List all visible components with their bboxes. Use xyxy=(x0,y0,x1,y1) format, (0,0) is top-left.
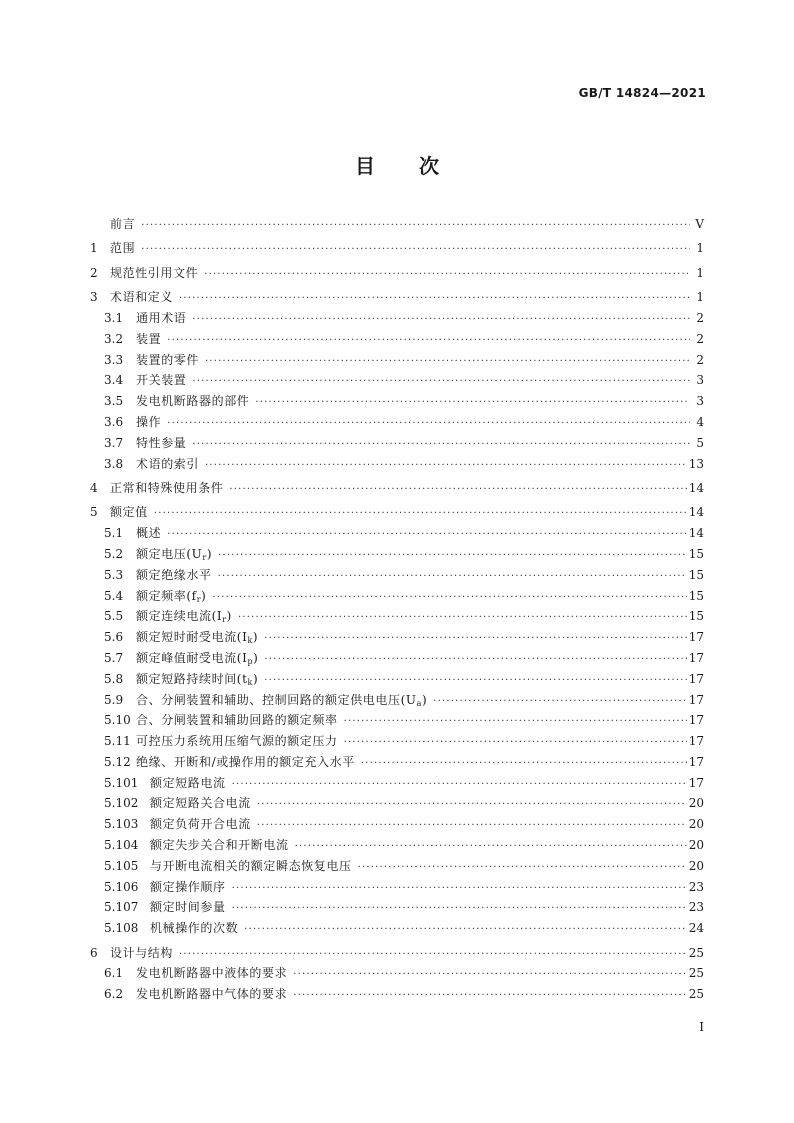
toc-entry-label xyxy=(136,523,161,544)
toc-entry-page: 23 xyxy=(688,900,704,915)
toc-leader-dots xyxy=(212,588,686,609)
toc-entry-label xyxy=(110,943,173,964)
standard-code: GB/T 14824—2021 xyxy=(578,86,706,100)
toc-entry-subscript: k xyxy=(247,677,253,687)
toc-entry-label-text: 额定短路关合电流 xyxy=(150,796,251,811)
toc-entry-label-text: 设计与结构 xyxy=(110,945,174,960)
toc-entry[interactable] xyxy=(90,731,704,752)
toc-entry-number: 5.12 xyxy=(104,754,131,769)
toc-entry-page: 25 xyxy=(688,987,704,1002)
toc-entry-page: 15 xyxy=(688,588,704,603)
toc-entry[interactable] xyxy=(90,478,704,499)
title-char-2: 次 xyxy=(419,154,439,178)
toc-entry-page: 17 xyxy=(688,775,704,790)
toc-entry-page: 1 xyxy=(696,290,704,305)
toc-entry-number: 5.103 xyxy=(104,817,139,832)
toc-entry-label-text: 额定连续电流(I xyxy=(136,609,223,624)
table-of-contents xyxy=(90,214,704,1005)
toc-entry-label xyxy=(136,350,199,371)
toc-entry-label-end: ) xyxy=(226,609,232,624)
toc-entry-number: 5.107 xyxy=(104,900,139,915)
toc-entry-number: 3.4 xyxy=(104,373,124,388)
toc-entry-label-end: ) xyxy=(201,588,207,603)
toc-leader-dots xyxy=(167,414,690,435)
toc-entry-number: 5.4 xyxy=(104,588,124,603)
toc-entry-label-text: 合、分闸装置和辅助、控制回路的额定供电电压(U xyxy=(136,692,417,707)
toc-entry-label xyxy=(136,308,186,329)
toc-entry-label-end: ) xyxy=(252,671,259,686)
toc-entry-page: 3 xyxy=(696,394,704,409)
toc-entry-label-text: 额定失步关合和开断电流 xyxy=(150,838,289,853)
toc-leader-dots xyxy=(264,629,687,650)
toc-entry-page: 17 xyxy=(688,692,704,707)
toc-entry-label-text: 规范性引用文件 xyxy=(110,265,199,280)
toc-entry-label xyxy=(150,773,226,794)
toc-entry[interactable] xyxy=(90,918,704,939)
toc-leader-dots xyxy=(192,372,690,393)
toc-entry-label xyxy=(136,370,186,391)
toc-entry-label-text: 与开断电流相关的额定瞬态恢复电压 xyxy=(150,858,352,873)
toc-entry-page: 14 xyxy=(688,526,704,541)
toc-entry-label-text: 装置 xyxy=(136,331,162,346)
toc-entry-label xyxy=(136,391,249,412)
toc-entry-page: 2 xyxy=(696,310,704,325)
toc-entry[interactable] xyxy=(90,963,704,984)
toc-entry-number: 3.8 xyxy=(104,456,124,471)
toc-entry-page: 4 xyxy=(696,414,704,429)
toc-entry-page: 3 xyxy=(696,373,704,388)
toc-entry-label-end: ) xyxy=(252,630,259,645)
toc-leader-dots xyxy=(344,712,687,733)
toc-entry-number: 5.2 xyxy=(104,546,124,561)
toc-entry[interactable] xyxy=(90,502,704,523)
toc-leader-dots xyxy=(229,480,686,501)
toc-leader-dots xyxy=(232,775,687,796)
toc-entry-number: 6 xyxy=(90,945,98,960)
toc-entry-label xyxy=(150,897,226,918)
toc-entry-number: 5 xyxy=(90,505,98,520)
toc-entry-page: 20 xyxy=(688,838,704,853)
toc-entry-page: 17 xyxy=(688,754,704,769)
toc-entry-number: 5.108 xyxy=(104,921,139,936)
toc-entry-page: 23 xyxy=(688,879,704,894)
toc-entry[interactable] xyxy=(90,329,704,350)
toc-entry-label-text: 绝缘、开断和/或操作用的额定充入水平 xyxy=(136,754,355,769)
toc-entry-page: 17 xyxy=(688,630,704,645)
toc-entry-label-text: 通用术语 xyxy=(136,310,187,325)
toc-leader-dots xyxy=(293,965,687,986)
toc-entry-number: 5.104 xyxy=(104,838,139,853)
toc-entry-label-text: 术语的索引 xyxy=(136,456,200,471)
toc-leader-dots xyxy=(205,352,690,373)
toc-entry-label xyxy=(150,835,289,856)
toc-entry-label-text: 发电机断路器的部件 xyxy=(136,394,250,409)
toc-leader-dots xyxy=(257,795,687,816)
toc-leader-dots xyxy=(192,435,690,456)
toc-entry[interactable] xyxy=(90,793,704,814)
toc-entry-label-text: 额定绝缘水平 xyxy=(136,567,212,582)
toc-entry-label xyxy=(110,238,135,259)
toc-entry[interactable] xyxy=(90,690,704,711)
toc-entry[interactable] xyxy=(90,648,704,669)
toc-entry[interactable] xyxy=(90,263,704,284)
toc-entry[interactable] xyxy=(90,814,704,835)
toc-entry-number: 5.105 xyxy=(104,858,139,873)
toc-entry-number: 5.102 xyxy=(104,796,139,811)
toc-entry-page: 17 xyxy=(688,671,704,686)
toc-entry[interactable] xyxy=(90,669,704,690)
toc-entry-number: 3.3 xyxy=(104,352,124,367)
toc-entry-label xyxy=(110,502,148,523)
toc-entry-label-text: 操作 xyxy=(136,414,162,429)
toc-entry-page: 15 xyxy=(688,567,704,582)
toc-leader-dots xyxy=(264,650,686,671)
toc-entry-label xyxy=(136,329,161,350)
toc-leader-dots xyxy=(218,567,687,588)
toc-entry-page: 20 xyxy=(688,858,704,873)
toc-entry-number: 3.5 xyxy=(104,394,124,409)
toc-entry-number: 6.2 xyxy=(104,987,124,1002)
page-title xyxy=(0,150,794,179)
toc-entry-page: 2 xyxy=(696,352,704,367)
toc-entry-page: 15 xyxy=(688,546,704,561)
toc-entry-label-text: 额定负荷开合电流 xyxy=(150,817,251,832)
toc-entry-label xyxy=(150,814,251,835)
toc-entry-page: 20 xyxy=(688,817,704,832)
toc-entry[interactable] xyxy=(90,773,704,794)
toc-entry-label-text: 额定值 xyxy=(110,505,148,520)
toc-entry[interactable] xyxy=(90,523,704,544)
toc-entry-number: 5.8 xyxy=(104,671,124,686)
toc-entry[interactable] xyxy=(90,287,704,308)
title-char-1: 目 xyxy=(355,154,375,178)
toc-entry-label-text: 额定时间参量 xyxy=(150,900,226,915)
toc-entry-label-text: 装置的零件 xyxy=(136,352,200,367)
toc-leader-dots xyxy=(433,692,686,713)
toc-entry-page: 17 xyxy=(688,734,704,749)
toc-entry[interactable] xyxy=(90,565,704,586)
toc-entry[interactable] xyxy=(90,943,704,964)
toc-entry-subscript: r xyxy=(202,552,207,562)
toc-leader-dots xyxy=(179,945,687,966)
toc-leader-dots xyxy=(167,525,687,546)
toc-entry-page: 15 xyxy=(688,609,704,624)
toc-entry-number: 1 xyxy=(90,241,98,256)
toc-entry-label-end: ) xyxy=(421,692,428,707)
toc-entry-page: 25 xyxy=(688,945,704,960)
toc-entry-label xyxy=(136,454,199,475)
toc-entry-label xyxy=(110,478,223,499)
toc-entry[interactable] xyxy=(90,238,704,259)
toc-entry[interactable] xyxy=(90,412,704,433)
toc-entry[interactable] xyxy=(90,433,704,454)
toc-entry-number: 3.6 xyxy=(104,414,124,429)
toc-leader-dots xyxy=(358,858,687,879)
toc-leader-dots xyxy=(255,393,690,414)
toc-entry[interactable] xyxy=(90,370,704,391)
toc-entry-label-text: 机械操作的次数 xyxy=(150,921,239,936)
toc-entry-label-text: 术语和定义 xyxy=(110,290,174,305)
toc-entry[interactable] xyxy=(90,835,704,856)
toc-leader-dots xyxy=(141,240,690,261)
toc-entry-label xyxy=(110,287,173,308)
toc-entry-number: 3.7 xyxy=(104,435,124,450)
toc-leader-dots xyxy=(344,733,687,754)
toc-leader-dots xyxy=(167,331,690,352)
toc-entry[interactable] xyxy=(90,752,704,773)
toc-entry-number: 5.106 xyxy=(104,879,139,894)
toc-entry-page: 14 xyxy=(688,505,704,520)
toc-entry-number: 5.3 xyxy=(104,567,124,582)
toc-entry-subscript: a xyxy=(416,698,422,708)
toc-entry-number: 5.1 xyxy=(104,526,124,541)
toc-entry-page: 25 xyxy=(688,966,704,981)
toc-entry-label xyxy=(136,731,338,752)
toc-entry[interactable] xyxy=(90,586,704,607)
toc-leader-dots xyxy=(205,456,687,477)
toc-entry-label-end: ) xyxy=(206,546,213,561)
toc-entry-subscript: r xyxy=(196,594,202,604)
page-number: I xyxy=(699,1020,704,1034)
toc-entry-label xyxy=(136,412,161,433)
toc-entry-number: 3 xyxy=(90,290,98,305)
toc-entry-number: 6.1 xyxy=(104,966,124,981)
toc-leader-dots xyxy=(232,879,687,900)
toc-leader-dots xyxy=(232,899,687,920)
toc-leader-dots xyxy=(238,608,687,629)
toc-entry[interactable] xyxy=(90,350,704,371)
toc-entry-label-text: 特性参量 xyxy=(136,435,187,450)
toc-leader-dots xyxy=(257,816,687,837)
toc-leader-dots xyxy=(218,546,687,567)
toc-entry-page: 24 xyxy=(688,921,704,936)
toc-entry-label-text: 合、分闸装置和辅助回路的额定频率 xyxy=(136,713,338,728)
toc-entry-page: 17 xyxy=(688,713,704,728)
toc-entry-number: 3.2 xyxy=(104,331,124,346)
toc-leader-dots xyxy=(179,289,690,310)
toc-entry-label-text: 额定峰值耐受电流(I xyxy=(136,650,248,665)
toc-entry-subscript: r xyxy=(222,615,227,625)
toc-entry-label xyxy=(110,214,135,235)
toc-entry-page: 5 xyxy=(696,435,704,450)
toc-entry-label xyxy=(136,565,212,586)
toc-entry-number: 5.10 xyxy=(104,713,131,728)
toc-entry-label xyxy=(136,984,287,1005)
toc-entry-page: 1 xyxy=(696,265,704,280)
toc-entry[interactable] xyxy=(90,856,704,877)
toc-entry[interactable] xyxy=(90,877,704,898)
toc-leader-dots xyxy=(295,837,687,858)
toc-leader-dots xyxy=(192,310,690,331)
toc-entry-subscript: k xyxy=(247,636,253,646)
toc-leader-dots xyxy=(141,216,690,237)
toc-entry[interactable] xyxy=(90,544,704,565)
toc-entry-page: 2 xyxy=(696,331,704,346)
toc-entry-label-text: 范围 xyxy=(110,241,136,256)
toc-entry-page: 20 xyxy=(688,796,704,811)
toc-entry-label xyxy=(136,752,355,773)
toc-entry-label-text: 概述 xyxy=(136,526,162,541)
toc-entry-page: 1 xyxy=(696,241,704,256)
toc-entry-label-text: 发电机断路器中气体的要求 xyxy=(136,987,288,1002)
toc-entry-label-text: 额定频率(f xyxy=(136,588,197,603)
toc-entry-number: 3.1 xyxy=(104,310,124,325)
toc-entry-number: 5.9 xyxy=(104,692,124,707)
toc-entry-number: 5.101 xyxy=(104,775,139,790)
toc-entry-number: 5.7 xyxy=(104,650,124,665)
toc-leader-dots xyxy=(293,986,687,1007)
toc-entry-label xyxy=(136,710,338,731)
toc-leader-dots xyxy=(244,920,687,941)
toc-entry-label-text: 额定短时耐受电流(I xyxy=(136,630,248,645)
toc-entry[interactable] xyxy=(90,606,704,627)
toc-entry-label-text: 开关装置 xyxy=(136,373,187,388)
toc-entry-label-text: 可控压力系统用压缩气源的额定压力 xyxy=(136,734,338,749)
toc-entry-page: 17 xyxy=(688,650,704,665)
toc-entry[interactable] xyxy=(90,710,704,731)
toc-entry-subscript: p xyxy=(247,656,254,666)
toc-entry-label-end: ) xyxy=(253,650,259,665)
toc-entry-number: 5.11 xyxy=(104,734,131,749)
toc-entry-label xyxy=(150,856,352,877)
toc-entry-number: 5.5 xyxy=(104,609,124,624)
toc-leader-dots xyxy=(264,671,686,692)
toc-entry-label-text: 额定电压(U xyxy=(136,546,203,561)
toc-leader-dots xyxy=(361,754,687,775)
toc-entry-label-text: 额定短路持续时间(t xyxy=(136,671,248,686)
toc-entry-label xyxy=(150,877,226,898)
toc-entry-label-text: 正常和特殊使用条件 xyxy=(110,480,224,495)
toc-entry-label xyxy=(136,433,186,454)
toc-entry-page: 13 xyxy=(688,456,704,471)
toc-entry[interactable] xyxy=(90,308,704,329)
toc-entry-label-text: 前言 xyxy=(110,217,136,231)
toc-leader-dots xyxy=(204,265,690,286)
toc-entry-page: Ⅴ xyxy=(695,217,704,231)
toc-entry[interactable] xyxy=(90,214,704,235)
toc-entry[interactable] xyxy=(90,627,704,648)
toc-entry-label-text: 额定操作顺序 xyxy=(150,879,226,894)
toc-entry-label-text: 发电机断路器中液体的要求 xyxy=(136,966,288,981)
toc-entry-label-text: 额定短路电流 xyxy=(150,775,226,790)
toc-entry-label xyxy=(136,963,287,984)
toc-entry-label xyxy=(110,263,198,284)
toc-leader-dots xyxy=(154,504,687,525)
toc-entry-number: 4 xyxy=(90,480,98,495)
toc-entry[interactable] xyxy=(90,984,704,1005)
toc-entry-number: 2 xyxy=(90,265,98,280)
toc-entry[interactable] xyxy=(90,897,704,918)
toc-entry[interactable] xyxy=(90,454,704,475)
toc-entry-label xyxy=(150,793,251,814)
toc-entry[interactable] xyxy=(90,391,704,412)
toc-entry-number: 5.6 xyxy=(104,630,124,645)
toc-entry-label xyxy=(150,918,238,939)
toc-entry-page: 14 xyxy=(688,480,704,495)
